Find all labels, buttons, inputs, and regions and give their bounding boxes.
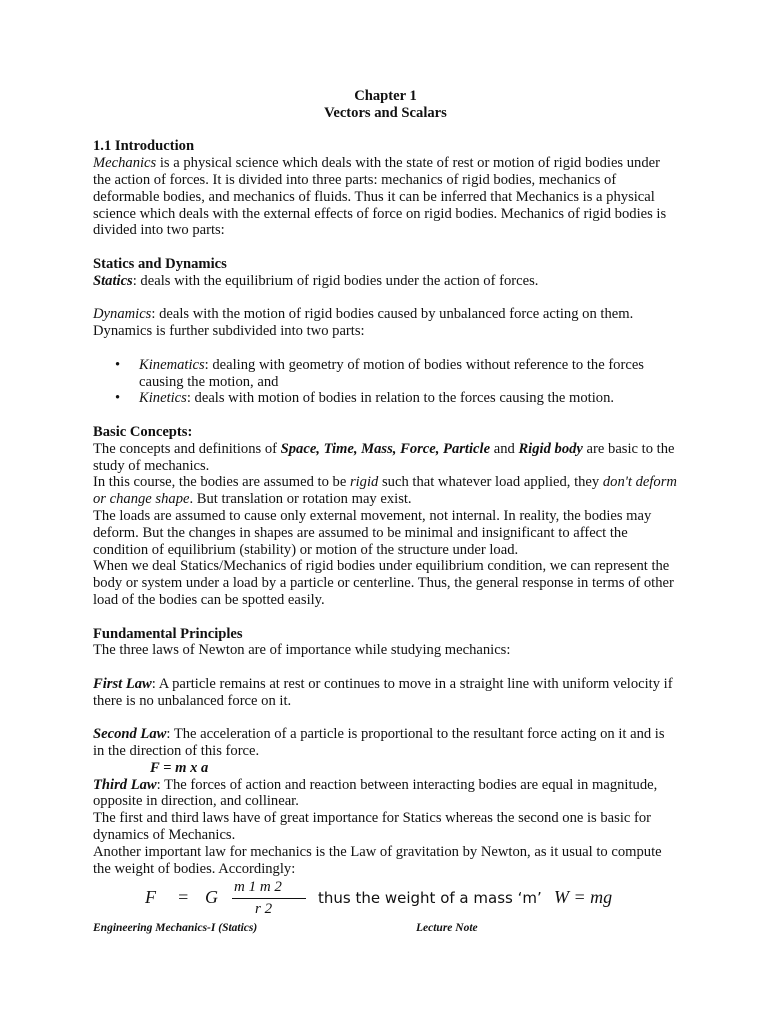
- footer-course: Engineering Mechanics-I (Statics): [93, 922, 258, 934]
- basic-concepts-p3: The loads are assumed to cause only external movement, not internal. In reality, the bodies may deform. But the changes in shapes are assumed to be minimal and insignificant to affect the condition of equilibrium (stability) or motion of the structure under load.: [93, 507, 652, 558]
- grav-numerator: m 1 m 2: [234, 879, 282, 896]
- grav-denominator: r 2: [255, 901, 273, 918]
- third-law: [93, 777, 678, 811]
- third-law-term: Third Law: [93, 776, 157, 793]
- basic-concepts-heading: Basic Concepts:: [93, 423, 193, 440]
- kinetics-text: : deals with motion of bodies in relation to the forces causing the motion.: [186, 390, 615, 407]
- basic-concepts-p4: When we deal Statics/Mechanics of rigid bodies under equilibrium condition, we can represent the body or system under a load by a particle or centerline. Thus, the general response in terms of other load of the bodies can be spotted easily.: [93, 558, 674, 608]
- rigid-term: rigid: [349, 474, 379, 491]
- first-law-term: First Law: [93, 675, 152, 692]
- grav-eq: =: [177, 887, 190, 908]
- rigid-body-term: Rigid body: [518, 440, 583, 457]
- fundamental-heading: Fundamental Principles: [93, 625, 243, 642]
- intro-paragraph: [93, 155, 678, 239]
- basic-concepts-p2: [93, 474, 678, 508]
- basic-text-end: are basic to the study of mechanics.: [93, 440, 675, 474]
- deform-phrase: don't deform or change shape: [93, 474, 677, 508]
- document-body: [93, 88, 678, 919]
- second-law-text: : The acceleration of a particle is proportional to the resultant force acting on it and is in the direction of this force.: [93, 726, 665, 760]
- first-law: [93, 676, 678, 710]
- intro-heading: 1.1 Introduction: [93, 138, 195, 155]
- gravitation-formula: [93, 879, 678, 919]
- fraction-bar: [232, 898, 306, 899]
- dynamics-subdivision-list: [93, 357, 678, 407]
- dynamics-term: Dynamics: [93, 306, 152, 323]
- dynamics-definition: [93, 306, 678, 340]
- chapter-title: Vectors and Scalars: [324, 104, 447, 121]
- p2-text-mid: such that whatever load applied, they: [378, 474, 603, 491]
- list-item: [93, 390, 678, 407]
- first-law-text: : A particle remains at rest or continues to move in a straight line with uniform velocity if there is no unbalanced force on it.: [93, 675, 673, 709]
- statics-dynamics-heading: Statics and Dynamics: [93, 255, 227, 272]
- basic-text: The concepts and definitions of: [93, 440, 281, 457]
- first-third-paragraph: The first and third laws have of great importance for Statics whereas the second one is basic for dynamics of Mechanics.: [93, 810, 652, 844]
- weight-formula: W = mg: [554, 887, 613, 908]
- kinematics-term: Kinematics: [139, 356, 205, 373]
- newton-second-law-formula: F = m x a: [150, 759, 209, 776]
- mechanics-term: Mechanics: [93, 155, 157, 172]
- second-law-term: Second Law: [93, 726, 167, 743]
- list-item: [93, 357, 678, 391]
- second-law: [93, 726, 678, 760]
- footer-lecture-note: Lecture Note: [416, 922, 478, 934]
- kinematics-text: : dealing with geometry of motion of bodies without reference to the forces causing the motion, and: [139, 356, 644, 390]
- statics-term: Statics: [93, 272, 133, 289]
- third-law-text: : The forces of action and reaction between interacting bodies are equal in magnitude, opposite in direction, and collinear.: [93, 776, 658, 810]
- p2-text-end: . But translation or rotation may exist.: [189, 491, 412, 508]
- dynamics-text: : deals with the motion of rigid bodies caused by unbalanced force acting on them. Dynamics is further subdivided into two parts:: [93, 306, 634, 340]
- basic-terms: Space, Time, Mass, Force, Particle: [280, 440, 491, 457]
- grav-f: F: [145, 887, 156, 908]
- page-footer: [93, 920, 678, 937]
- chapter-number: Chapter 1: [354, 88, 417, 104]
- statics-definition: [93, 273, 678, 290]
- grav-text: thus the weight of a mass ‘m’: [318, 889, 542, 908]
- p2-text: In this course, the bodies are assumed to be: [93, 474, 350, 491]
- grav-g: G: [205, 887, 218, 908]
- basic-and: and: [490, 440, 519, 457]
- statics-text: : deals with the equilibrium of rigid bodies under the action of forces.: [132, 272, 539, 289]
- basic-concepts-p1: [93, 441, 678, 475]
- gravity-paragraph: Another important law for mechanics is the Law of gravitation by Newton, as it usual to compute the weight of bodies. Accordingly:: [93, 843, 662, 877]
- intro-text: is a physical science which deals with the state of rest or motion of rigid bodies under the action of forces. It is divided into three parts: mechanics of rigid bodies, mechanics of deformable bodies, and mechanics of fluids. Thus it can be inferred that Mechanics is a physical science which deals with the external effects of force on rigid bodies. Mechanics of rigid bodies is divided into two parts:: [93, 155, 667, 239]
- kinetics-term: Kinetics: [139, 390, 187, 407]
- fundamental-intro: The three laws of Newton are of importance while studying mechanics:: [93, 642, 511, 659]
